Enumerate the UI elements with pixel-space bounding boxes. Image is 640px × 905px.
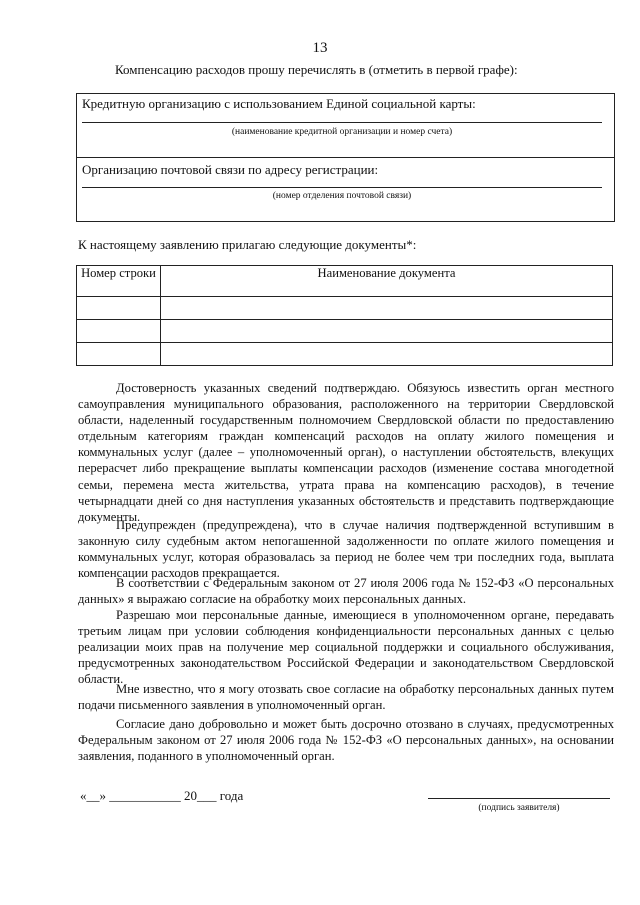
table-row[interactable] [77,343,613,366]
bank-account-field[interactable] [82,122,602,123]
option-post-hint: (номер отделения почтовой связи) [272,191,412,201]
row-name-cell[interactable] [161,343,613,366]
compensation-intro: Компенсацию расходов прошу перечислять в (отметить в первой графе): [115,62,518,77]
documents-table [76,265,613,366]
signature-field[interactable] [428,798,610,799]
paragraph-confirmation: Достоверность указанных сведений подтверждаю. Обязуюсь известить орган местного самоуправления муниципального образования, расположенного на территории Свердловской области, наделенный государственным полномочием Свердловской области по предоставлению отдельным категориям граждан компенсаций расходов на оплату жилого помещения и коммунальных услуг (далее – уполномоченный орган), о наступлении обстоятельств, влекущих перерасчет либо прекращение выплаты компенсации расходов (изменение состава многодетной семьи, перемена места жительства, утрата права на компенсацию расходов), в течение четырнадцати дней со дня наступления указанных обстоятельств и представить подтверждающие документы. [78,381,614,524]
signature-caption: (подпись заявителя) [478,803,560,813]
col-number-header: Номер строки [77,266,161,297]
option-post-label: Организацию почтовой связи по адресу регистрации: [82,162,379,177]
row-name-cell[interactable] [161,297,613,320]
table-row[interactable] [77,320,613,343]
row-name-cell[interactable] [161,320,613,343]
options-divider [76,157,614,158]
row-number-cell[interactable] [77,343,161,366]
page-number: 13 [312,40,328,56]
paragraph-third-parties: Разрешаю мои персональные данные, имеющиеся в уполномоченном органе, передавать третьим лицам при условии соблюдения конфиденциальности персональных данных с целью реализации моих прав на получение мер социальной поддержки и социального обслуживания, предусмотренных законодательством Российской Федерации и законодательством Свердловской области. [78,608,614,687]
post-office-field[interactable] [82,187,602,188]
col-name-header: Наименование документа [161,266,613,297]
option-bank-label: Кредитную организацию с использованием Единой социальной карты: [82,96,476,111]
documents-intro: К настоящему заявлению прилагаю следующие документы*: [78,237,417,252]
row-number-cell[interactable] [77,297,161,320]
date-field[interactable]: «__» ___________ 20___ года [80,788,244,803]
row-number-cell[interactable] [77,320,161,343]
table-row[interactable] [77,297,613,320]
paragraph-consent: В соответствии с Федеральным законом от 27 июля 2006 года № 152-ФЗ «О персональных данных» я выражаю согласие на обработку моих персональных данных. [78,576,614,607]
documents-table-header [77,266,613,297]
option-bank-hint: (наименование кредитной организации и номер счета) [231,127,453,137]
paragraph-voluntary: Согласие дано добровольно и может быть досрочно отозвано в случаях, предусмотренных Федеральным законом от 27 июля 2006 года № 152-ФЗ «О персональных данных», на основании заявления, поданного в уполномоченный орган. [78,717,614,764]
paragraph-warning: Предупрежден (предупреждена), что в случае наличия подтвержденной вступившим в законную силу судебным актом непогашенной задолженности по оплате жилого помещения и коммунальных услуг, которая образовалась за период не более чем три последних года, выплата компенсации расходов прекращается. [78,518,614,581]
paragraph-revocation: Мне известно, что я могу отозвать свое согласие на обработку персональных данных путем подачи письменного заявления в уполномоченный орган. [78,682,614,713]
